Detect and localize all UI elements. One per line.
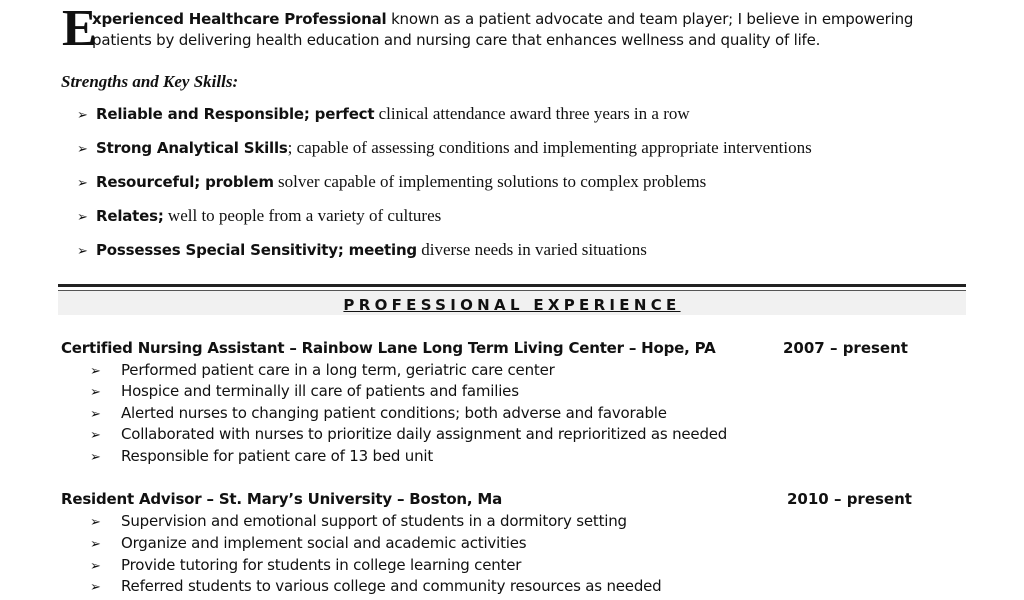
arrow-bullet-icon: ➢ <box>90 580 101 595</box>
arrow-bullet-icon: ➢ <box>90 385 101 400</box>
summary-line-1-text: known as a patient advocate and team player; I believe in empowering <box>386 10 914 28</box>
job-duty <box>90 512 627 530</box>
skill-bold: Possesses Special Sensitivity; meeting <box>96 241 417 259</box>
arrow-bullet-icon: ➢ <box>77 108 88 123</box>
summary-paragraph <box>62 0 962 57</box>
job-dates: 2010 – present <box>787 490 912 508</box>
skill-bold: Relates; <box>96 207 164 225</box>
job-duty <box>90 556 521 574</box>
job-dates: 2007 – present <box>783 339 908 357</box>
summary-line-2: patients by delivering health education and nursing care that enhances wellness and quality of life. <box>92 31 821 49</box>
skill-text: solver capable of implementing solutions to complex problems <box>273 172 707 191</box>
arrow-bullet-icon: ➢ <box>90 407 101 422</box>
arrow-bullet-icon: ➢ <box>90 515 101 530</box>
arrow-bullet-icon: ➢ <box>90 559 101 574</box>
arrow-bullet-icon: ➢ <box>77 176 88 191</box>
arrow-bullet-icon: ➢ <box>90 537 101 552</box>
arrow-bullet-icon: ➢ <box>90 450 101 465</box>
skill-text: ; capable of assessing conditions and implementing appropriate interventions <box>287 138 812 157</box>
skill-text: clinical attendance award three years in a row <box>374 104 690 123</box>
arrow-bullet-icon: ➢ <box>77 244 88 259</box>
job-duty <box>90 361 555 379</box>
summary-bold-lead: xperienced Healthcare Professional <box>92 10 387 28</box>
job-duty-text: Hospice and terminally ill care of patients and families <box>121 382 519 400</box>
arrow-bullet-icon: ➢ <box>90 364 101 379</box>
job-duty-text: Provide tutoring for students in college learning center <box>121 556 522 574</box>
job-duty-text: Referred students to various college and community resources as needed <box>121 577 662 595</box>
job-title: Certified Nursing Assistant – Rainbow Lane Long Term Living Center – Hope, PA <box>61 339 716 357</box>
job-duty-text: Collaborated with nurses to prioritize daily assignment and reprioritized as needed <box>121 425 728 443</box>
skill-item <box>77 240 647 260</box>
drop-cap: E <box>62 0 97 57</box>
job-duty-text: Performed patient care in a long term, geriatric care center <box>121 361 555 379</box>
skill-bold: Reliable and Responsible; perfect <box>96 105 375 123</box>
section-title: PROFESSIONAL EXPERIENCE <box>343 296 681 314</box>
job-duty-text: Responsible for patient care of 13 bed unit <box>121 447 434 465</box>
arrow-bullet-icon: ➢ <box>90 428 101 443</box>
job-duty-text: Organize and implement social and academic activities <box>121 534 527 552</box>
section-divider-thick <box>58 284 966 287</box>
skill-bold: Resourceful; problem <box>96 173 274 191</box>
job-duty <box>90 425 727 443</box>
strengths-heading: Strengths and Key Skills: <box>61 72 239 91</box>
job-duty <box>90 404 667 422</box>
skill-item <box>77 104 690 124</box>
skill-bold: Strong Analytical Skills <box>96 139 288 157</box>
skill-item <box>77 138 812 158</box>
skill-item <box>77 206 441 226</box>
skill-text: well to people from a variety of cultures <box>163 206 442 225</box>
summary-line-1 <box>92 10 913 28</box>
skill-item <box>77 172 706 192</box>
job-duty <box>90 534 526 552</box>
arrow-bullet-icon: ➢ <box>77 210 88 225</box>
job-title: Resident Advisor – St. Mary’s University – Boston, Ma <box>61 490 503 508</box>
arrow-bullet-icon: ➢ <box>77 142 88 157</box>
job-duty <box>90 577 662 595</box>
skill-text: diverse needs in varied situations <box>416 240 647 259</box>
job-duty-text: Supervision and emotional support of students in a dormitory setting <box>121 512 627 530</box>
job-duty <box>90 382 519 400</box>
job-duty <box>90 447 433 465</box>
job-duty-text: Alerted nurses to changing patient conditions; both adverse and favorable <box>121 404 667 422</box>
